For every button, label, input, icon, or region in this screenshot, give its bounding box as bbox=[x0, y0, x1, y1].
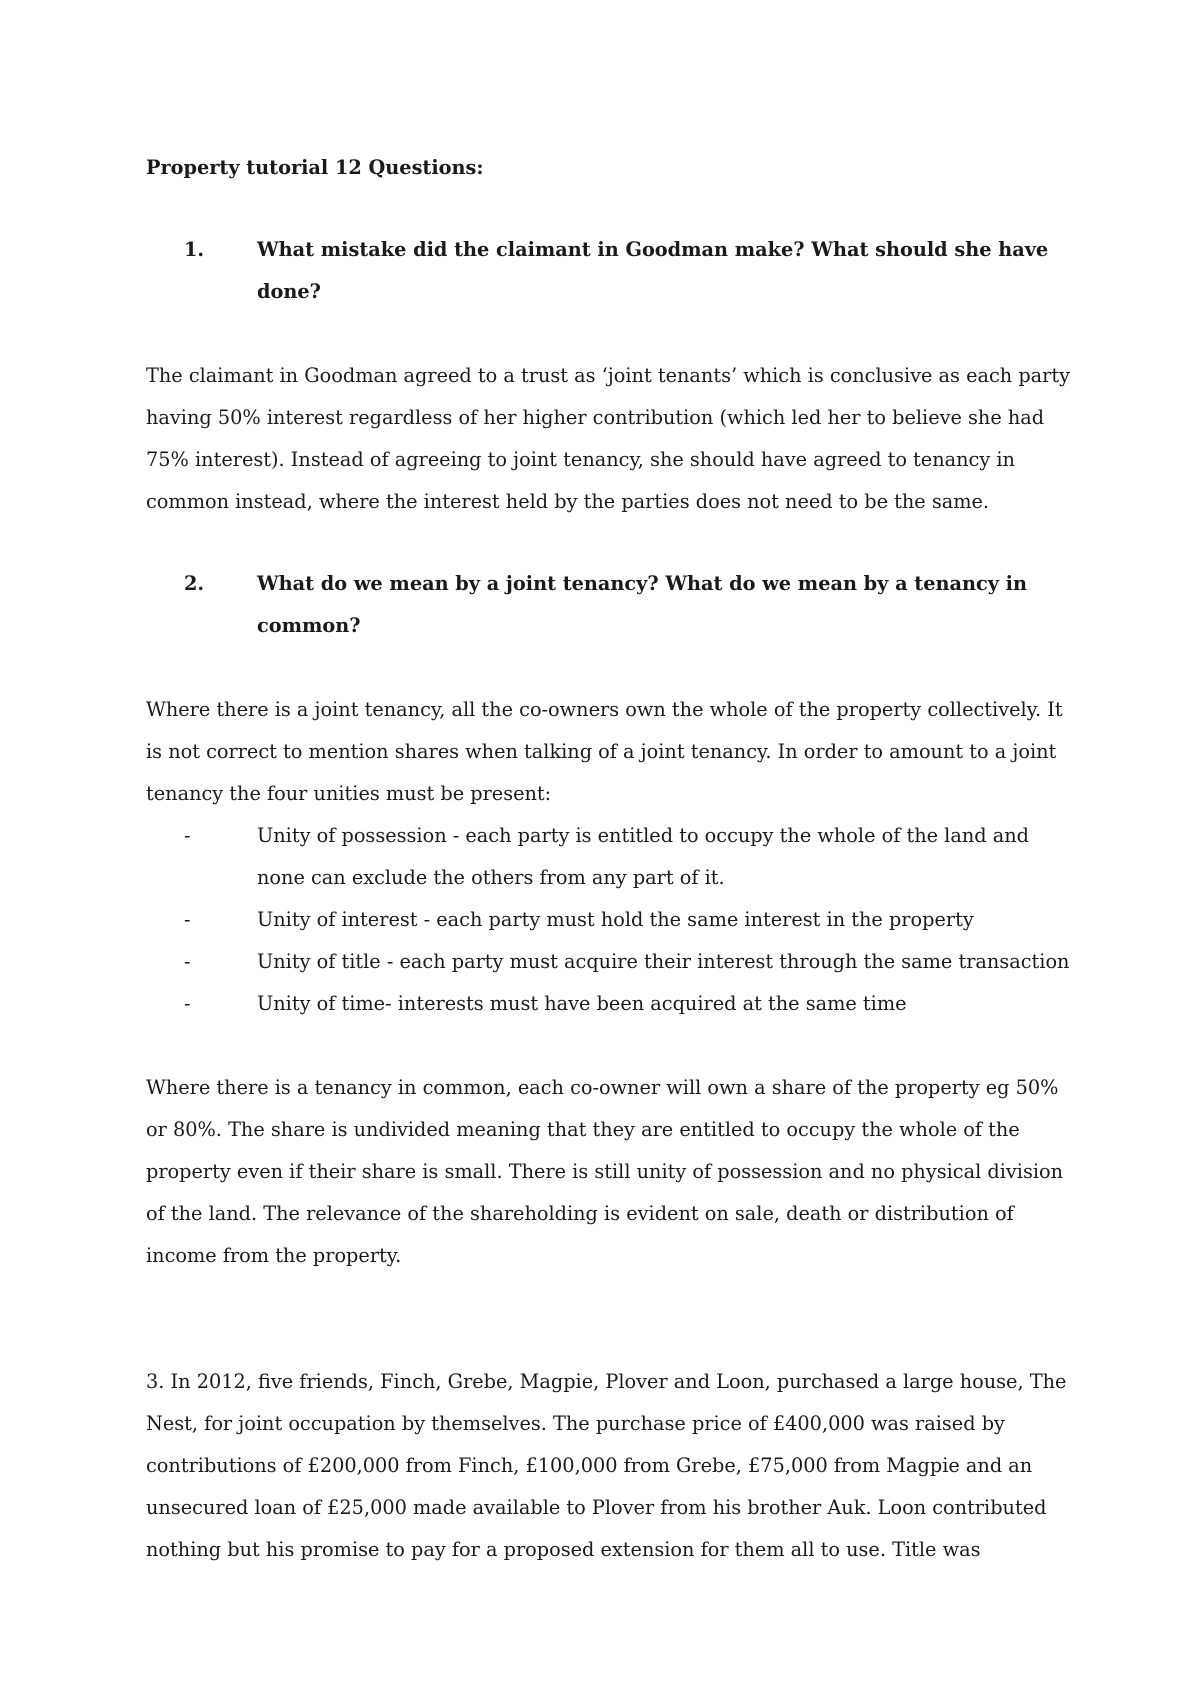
unities-list bbox=[146, 815, 1082, 1025]
unity-text: Unity of interest - each party must hold the same interest in the property bbox=[257, 908, 974, 931]
bullet-dash: - bbox=[184, 992, 191, 1015]
question-2-text: What do we mean by a joint tenancy? What do we mean by a tenancy in common? bbox=[257, 572, 1027, 637]
bullet-dash: - bbox=[184, 824, 191, 847]
list-item bbox=[146, 941, 1082, 983]
bullet-dash: - bbox=[184, 908, 191, 931]
list-item bbox=[146, 983, 1082, 1025]
answer-1: The claimant in Goodman agreed to a trust as ‘joint tenants’ which is conclusive as each party having 50% interest regardless of her higher contribution (which led her to believe she had 75% interest). Instead of agreeing to joint tenancy, she should have agreed to tenancy in common instead, where the interest held by the parties does not need to be the same. bbox=[146, 364, 1071, 513]
question-1-number: 1. bbox=[184, 238, 205, 261]
unity-text: Unity of time- interests must have been acquired at the same time bbox=[257, 992, 907, 1015]
bullet-dash: - bbox=[184, 950, 191, 973]
answer-2-tenancy-in-common: Where there is a tenancy in common, each co-owner will own a share of the property eg 50% or 80%. The share is undivided meaning that they are entitled to occupy the whole of the property even if their share is small. There is still unity of possession and no physical division of the land. The relevance of the shareholding is evident on sale, death or distribution of income from the property. bbox=[146, 1076, 1064, 1267]
question-1 bbox=[146, 229, 1082, 313]
unity-text: Unity of title - each party must acquire their interest through the same transaction bbox=[257, 950, 1070, 973]
list-item bbox=[146, 815, 1082, 899]
question-2-number: 2. bbox=[184, 572, 205, 595]
question-1-text: What mistake did the claimant in Goodman make? What should she have done? bbox=[257, 238, 1049, 303]
question-2 bbox=[146, 563, 1082, 647]
document-title: Property tutorial 12 Questions: bbox=[146, 156, 484, 179]
unity-text: Unity of possession - each party is entitled to occupy the whole of the land and none can exclude the others from any part of it. bbox=[257, 824, 1029, 889]
list-item bbox=[146, 899, 1082, 941]
answer-2-joint-tenancy: Where there is a joint tenancy, all the co-owners own the whole of the property collectively. It is not correct to mention shares when talking of a joint tenancy. In order to amount to a joint tenancy the four unities must be present: bbox=[146, 698, 1063, 805]
question-3-scenario: 3. In 2012, five friends, Finch, Grebe, Magpie, Plover and Loon, purchased a large house, The Nest, for joint occupation by themselves. The purchase price of £400,000 was raised by contributions of £200,000 from Finch, £100,000 from Grebe, £75,000 from Magpie and an unsecured loan of £25,000 made available to Plover from his brother Auk. Loon contributed nothing but his promise to pay for a proposed extension for them all to use. Title was bbox=[146, 1370, 1067, 1561]
